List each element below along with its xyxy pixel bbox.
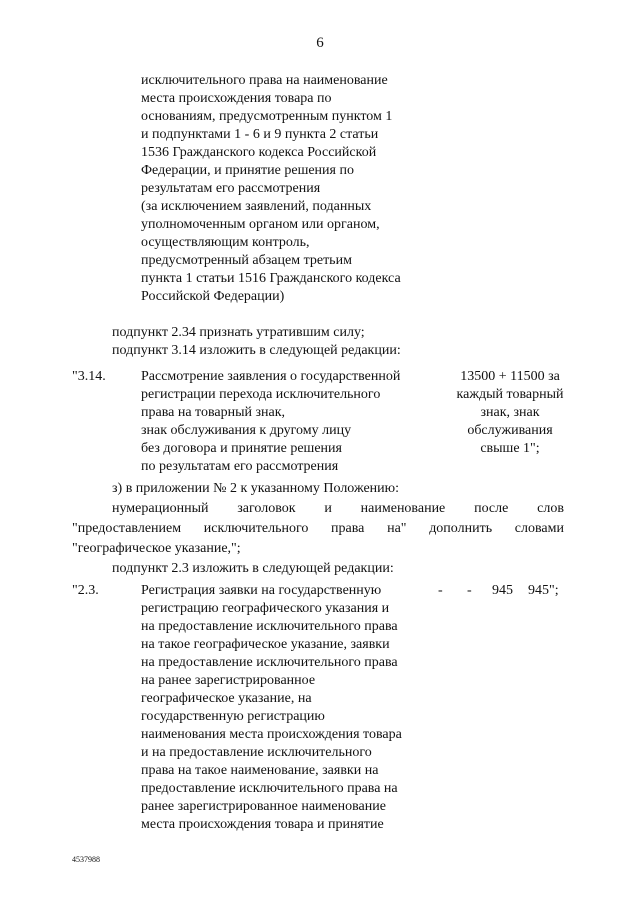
text-line: результатам его рассмотрения: [141, 181, 321, 196]
text-line: Федерации, и принятие решения по: [141, 163, 354, 178]
text-line: по результатам его рассмотрения: [141, 459, 339, 474]
text-line: на предоставление исключительного права: [141, 655, 398, 670]
text-line: регистрацию географического указания и: [141, 601, 390, 616]
text-line: Российской Федерации): [141, 289, 285, 304]
text-line: пункта 1 статьи 1516 Гражданского кодекса: [141, 271, 401, 286]
word: на": [387, 521, 407, 536]
appendix-intro: з) в приложении № 2 к указанному Положению:: [112, 481, 399, 496]
text-line: наименования места происхождения товара: [141, 727, 402, 742]
text-line: Регистрация заявки на государственную: [141, 583, 382, 598]
text-line: осуществляющим контроль,: [141, 235, 310, 250]
appendix-line-3: [72, 520, 564, 538]
text-line: и подпунктами 1 - 6 и 9 пункта 2 статьи: [141, 127, 379, 142]
text-line: государственную регистрацию: [141, 709, 325, 724]
word: "предоставлением: [72, 521, 182, 536]
text-line: предусмотренный абзацем третьим: [141, 253, 352, 268]
text-line: (за исключением заявлений, поданных: [141, 199, 372, 214]
appendix-line-4: "географическое указание,";: [72, 541, 241, 556]
text-line: ранее зарегистрированное наименование: [141, 799, 386, 814]
instruction-3-14: подпункт 3.14 изложить в следующей редакции:: [112, 343, 401, 358]
text-line: уполномоченным органом или органом,: [141, 217, 380, 232]
text-line: регистрации перехода исключительного: [141, 387, 381, 402]
page-number: 6: [316, 35, 324, 51]
fee-cell: -: [467, 583, 472, 598]
appendix-line-2: [112, 500, 564, 518]
text-line: без договора и принятие решения: [141, 441, 342, 456]
fee-line: знак, знак: [480, 405, 540, 420]
text-line: на такое географическое указание, заявки: [141, 637, 390, 652]
item-number-2-3: "2.3.: [72, 583, 99, 598]
text-line: предоставление исключительного права на: [141, 781, 398, 796]
text-line: знак обслуживания к другому лицу: [141, 423, 352, 438]
fee-line: каждый товарный: [456, 387, 564, 402]
fee-line: обслуживания: [467, 423, 553, 438]
item-3-14-fee: [440, 368, 580, 458]
word: заголовок: [237, 501, 296, 516]
continuation-text: [141, 72, 441, 306]
text-line: 1536 Гражданского кодекса Российской: [141, 145, 377, 160]
fee-line: 13500 + 11500 за: [460, 369, 560, 384]
fee-line: свыше 1";: [480, 441, 540, 456]
document-id: 4537988: [72, 855, 100, 864]
word: слов: [537, 501, 564, 516]
text-line: исключительного права на наименование: [141, 73, 388, 88]
text-line: на ранее зарегистрированное: [141, 673, 316, 688]
word: права: [331, 521, 365, 536]
word: словами: [514, 521, 564, 536]
text-line: географическое указание, на: [141, 691, 312, 706]
text-line: права на такое наименование, заявки на: [141, 763, 379, 778]
text-line: права на товарный знак,: [141, 405, 286, 420]
fee-cell: 945";: [528, 583, 559, 598]
word: исключительного: [203, 521, 309, 536]
word: нумерационный: [112, 501, 209, 516]
word: дополнить: [429, 521, 493, 536]
text-line: Рассмотрение заявления о государственной: [141, 369, 401, 384]
instruction-2-34: подпункт 2.34 признать утратившим силу;: [112, 325, 365, 340]
appendix-line-5: подпункт 2.3 изложить в следующей редакции:: [112, 561, 394, 576]
word: после: [474, 501, 509, 516]
item-3-14-text: [141, 368, 441, 476]
text-line: места происхождения товара и принятие: [141, 817, 384, 832]
word: и: [324, 501, 332, 516]
fee-cell: 945: [492, 583, 513, 598]
item-number-3-14: "3.14.: [72, 369, 106, 384]
text-line: на предоставление исключительного права: [141, 619, 398, 634]
word: наименование: [360, 501, 446, 516]
item-2-3-text: [141, 582, 441, 834]
text-line: основаниям, предусмотренным пунктом 1: [141, 109, 393, 124]
text-line: и на предоставление исключительного: [141, 745, 372, 760]
text-line: места происхождения товара по: [141, 91, 332, 106]
fee-cell: -: [438, 583, 443, 598]
